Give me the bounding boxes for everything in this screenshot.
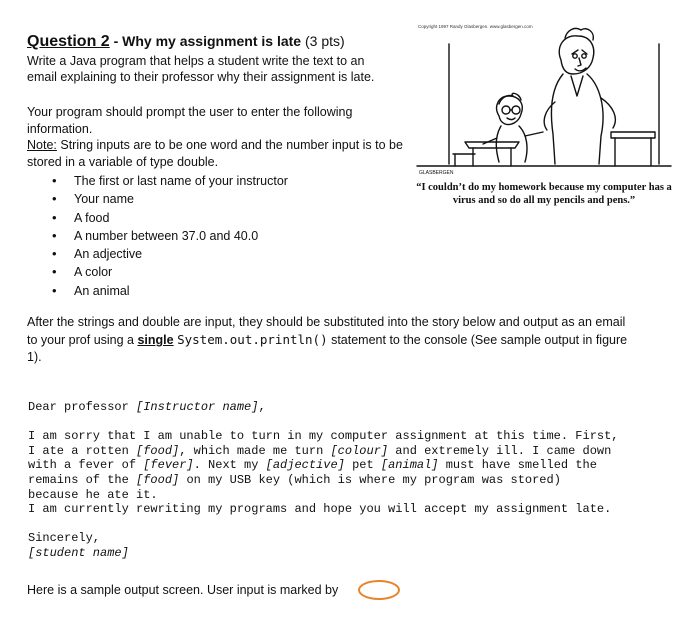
- list-item: • A color: [50, 263, 288, 281]
- teacher-body-left: [551, 74, 563, 164]
- input-list: [50, 172, 288, 300]
- letter-line: because he ate it.: [28, 487, 158, 502]
- list-item: • The first or last name of your instructor: [50, 172, 288, 190]
- teacher-hair: [565, 28, 593, 40]
- note-label: Note:: [27, 138, 57, 152]
- cartoon-signature: GLASBERGEN: [419, 170, 454, 176]
- student-mouth: [507, 118, 515, 120]
- student-desk: [465, 142, 519, 148]
- placeholder-student: [student name]: [28, 545, 129, 560]
- letter-line: I am currently rewriting my programs and hope you will accept my assignment late.: [28, 502, 612, 517]
- letter-text: must have smelled the: [438, 458, 597, 473]
- teacher-body-right: [587, 74, 603, 164]
- prompt-paragraph: [27, 104, 407, 170]
- placeholder-colour: [colour]: [330, 443, 389, 458]
- note-text: String inputs are to be one word and the number input is to be stored in a variable of type double.: [27, 138, 403, 169]
- question-title: Why my assignment is late: [122, 33, 302, 49]
- prompt-text: Your program should prompt the user to enter the following information.: [27, 105, 353, 136]
- letter-text: and extremely ill. I came down: [388, 443, 612, 458]
- instructions-paragraph: [27, 314, 637, 366]
- cartoon-copyright: Copyright 1997 Randy Glasbergen. www.glasbergen.com: [418, 24, 533, 29]
- greeting-suffix: ,: [258, 400, 266, 414]
- placeholder-instructor: [Instructor name]: [136, 400, 259, 414]
- list-item: • An animal: [50, 282, 288, 300]
- teacher-collar: [571, 76, 583, 96]
- student-arm: [525, 132, 543, 136]
- input-marker-oval: [358, 580, 400, 600]
- single-word: single: [137, 333, 174, 347]
- letter-line: I am sorry that I am unable to turn in my computer assignment at this time. First,: [28, 429, 619, 444]
- list-item: • Your name: [50, 190, 288, 208]
- chair: [453, 154, 475, 166]
- sample-output-note: Here is a sample output screen. User input is marked by: [27, 583, 339, 597]
- greeting-prefix: Dear professor: [28, 400, 137, 414]
- letter-text: on my USB key (which is where my program was stored): [179, 472, 561, 487]
- teacher-arm: [544, 102, 555, 130]
- letter-text: . Next my: [193, 458, 266, 473]
- question-dash: -: [109, 33, 123, 49]
- letter-text: , which made me turn: [179, 443, 331, 458]
- println-code: System.out.println(): [177, 332, 328, 347]
- student-body: [496, 126, 501, 162]
- student-glasses: [502, 106, 510, 114]
- letter-text: I ate a rotten: [28, 443, 137, 458]
- intro-paragraph: Write a Java program that helps a student write the text to an email explaining to their professor why their assignment is late.: [27, 54, 375, 84]
- teacher-desk: [611, 132, 655, 138]
- placeholder-food: [food]: [136, 443, 180, 458]
- email-template: [28, 400, 668, 561]
- letter-text: remains of the: [28, 472, 137, 487]
- placeholder-adjective: [adjective]: [265, 458, 345, 473]
- letter-text: pet: [344, 458, 381, 473]
- letter-closing: Sincerely,: [28, 531, 101, 546]
- cartoon-caption: “I couldn’t do my homework because my computer has a virus and so do all my pencils and pens.”: [416, 182, 672, 206]
- list-item: • A food: [50, 209, 288, 227]
- question-points: (3 pts): [301, 33, 345, 49]
- letter-text: with a fever of: [28, 458, 144, 473]
- list-item: • An adjective: [50, 245, 288, 263]
- question-number: Question 2: [27, 33, 110, 50]
- teacher-nose: [578, 58, 581, 66]
- after-text-1: After the strings and double are input, they should be substituted into the story below and output as an email to your prof using a: [27, 315, 626, 347]
- placeholder-food: [food]: [136, 472, 180, 487]
- cartoon-illustration: [415, 14, 673, 184]
- placeholder-animal: [animal]: [380, 458, 439, 473]
- question-heading: [27, 33, 345, 51]
- after-text-2: statement to the console (See sample output in figure 1).: [27, 333, 628, 364]
- placeholder-fever: [fever]: [143, 458, 194, 473]
- list-item: • A number between 37.0 and 40.0: [50, 227, 288, 245]
